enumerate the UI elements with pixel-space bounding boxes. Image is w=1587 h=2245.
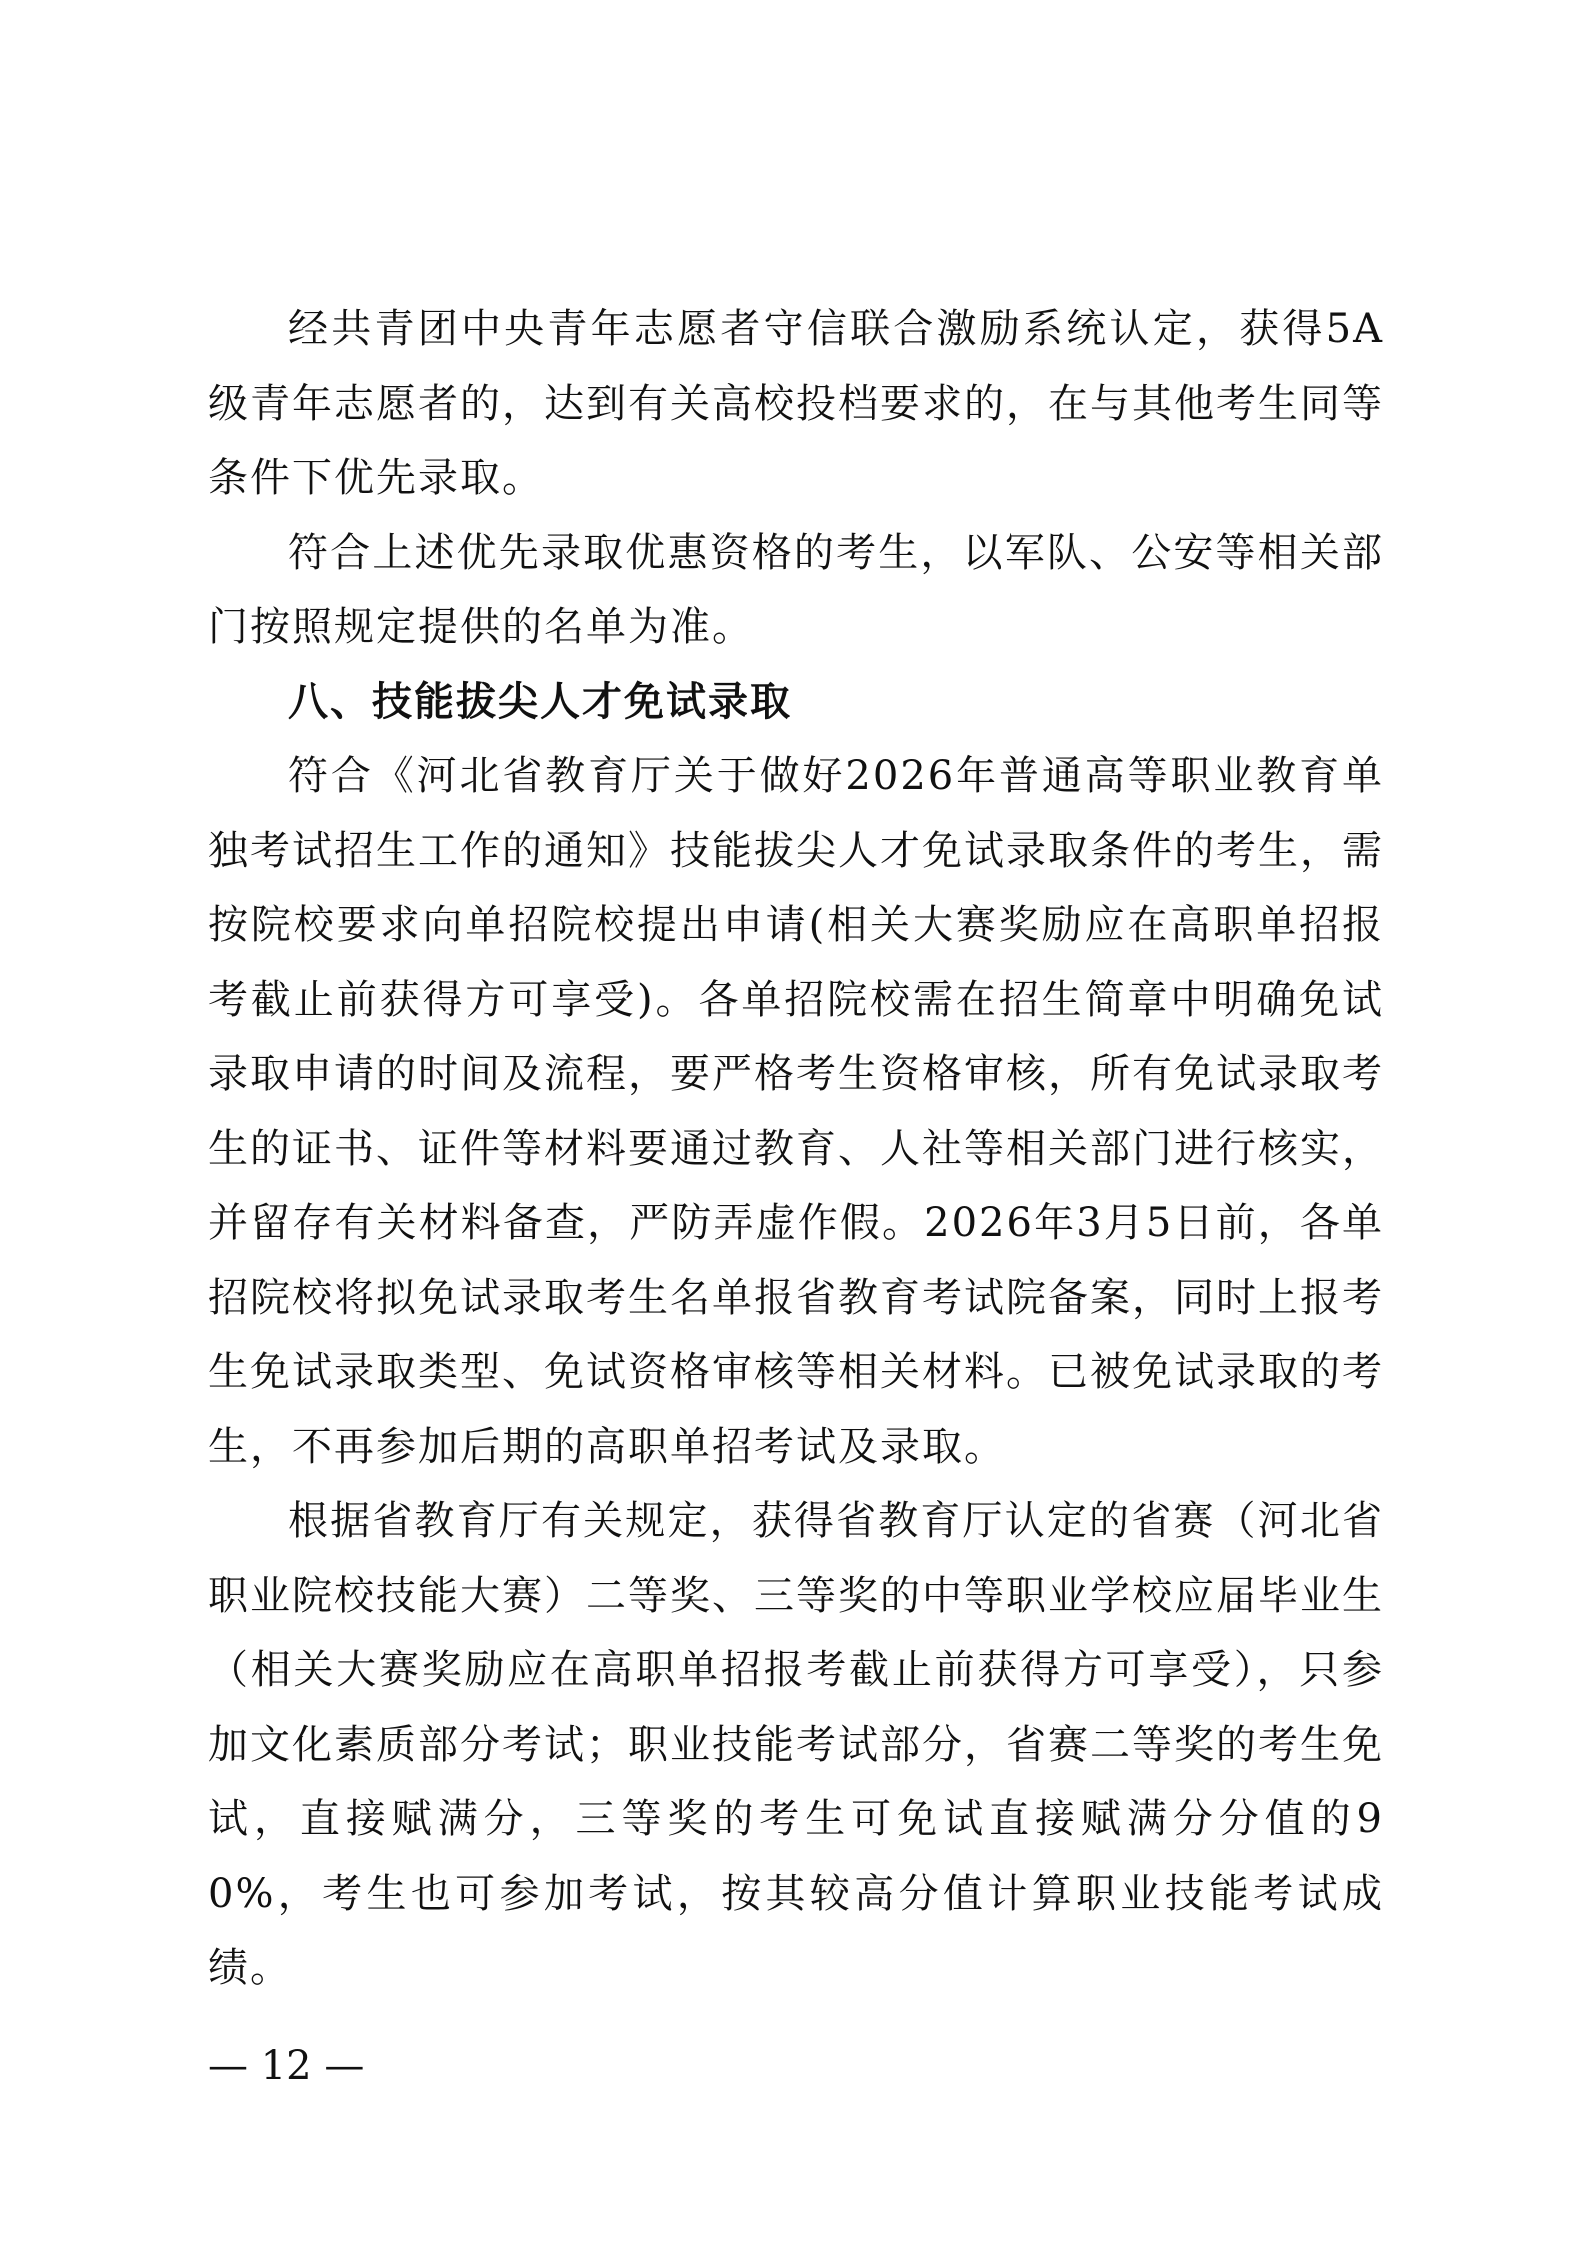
- page-number: — 12 —: [208, 2043, 365, 2089]
- document-body: [208, 292, 1384, 2006]
- paragraph-provincial-award: 根据省教育厅有关规定，获得省教育厅认定的省赛（河北省职业院校技能大赛）二等奖、三等奖的中等职业学校应届毕业生（相关大赛奖励应在高职单招报考截止前获得方可享受），只参加文化素质部分考试；职业技能考试部分，省赛二等奖的考生免试，直接赋满分，三等奖的考生可免试直接赋满分分值的90%，考生也可参加考试，按其较高分值计算职业技能考试成绩。: [208, 1498, 1384, 1991]
- paragraph-exemption-application: 符合《河北省教育厅关于做好2026年普通高等职业教育单独考试招生工作的通知》技能拔尖人才免试录取条件的考生，需按院校要求向单招院校提出申请(相关大赛奖励应在高职单招报考截止前获得方可享受)。各单招院校需在招生简章中明确免试录取申请的时间及流程，要严格考生资格审核，所有免试录取考生的证书、证件等材料要通过教育、人社等相关部门进行核实，并留存有关材料备查，严防弄虚作假。2026年3月5日前，各单招院校将拟免试录取考生名单报省教育考试院备案，同时上报考生免试录取类型、免试资格审核等相关材料。已被免试录取的考生，不再参加后期的高职单招考试及录取。: [208, 753, 1384, 1470]
- paragraph-qualification-list: 符合上述优先录取优惠资格的考生，以军队、公安等相关部门按照规定提供的名单为准。: [208, 529, 1384, 650]
- paragraph-volunteer-priority: 经共青团中央青年志愿者守信联合激励系统认定，获得5A级青年志愿者的，达到有关高校投档要求的，在与其他考生同等条件下优先录取。: [208, 306, 1384, 501]
- section-heading: 八、技能拔尖人才免试录取: [288, 678, 792, 725]
